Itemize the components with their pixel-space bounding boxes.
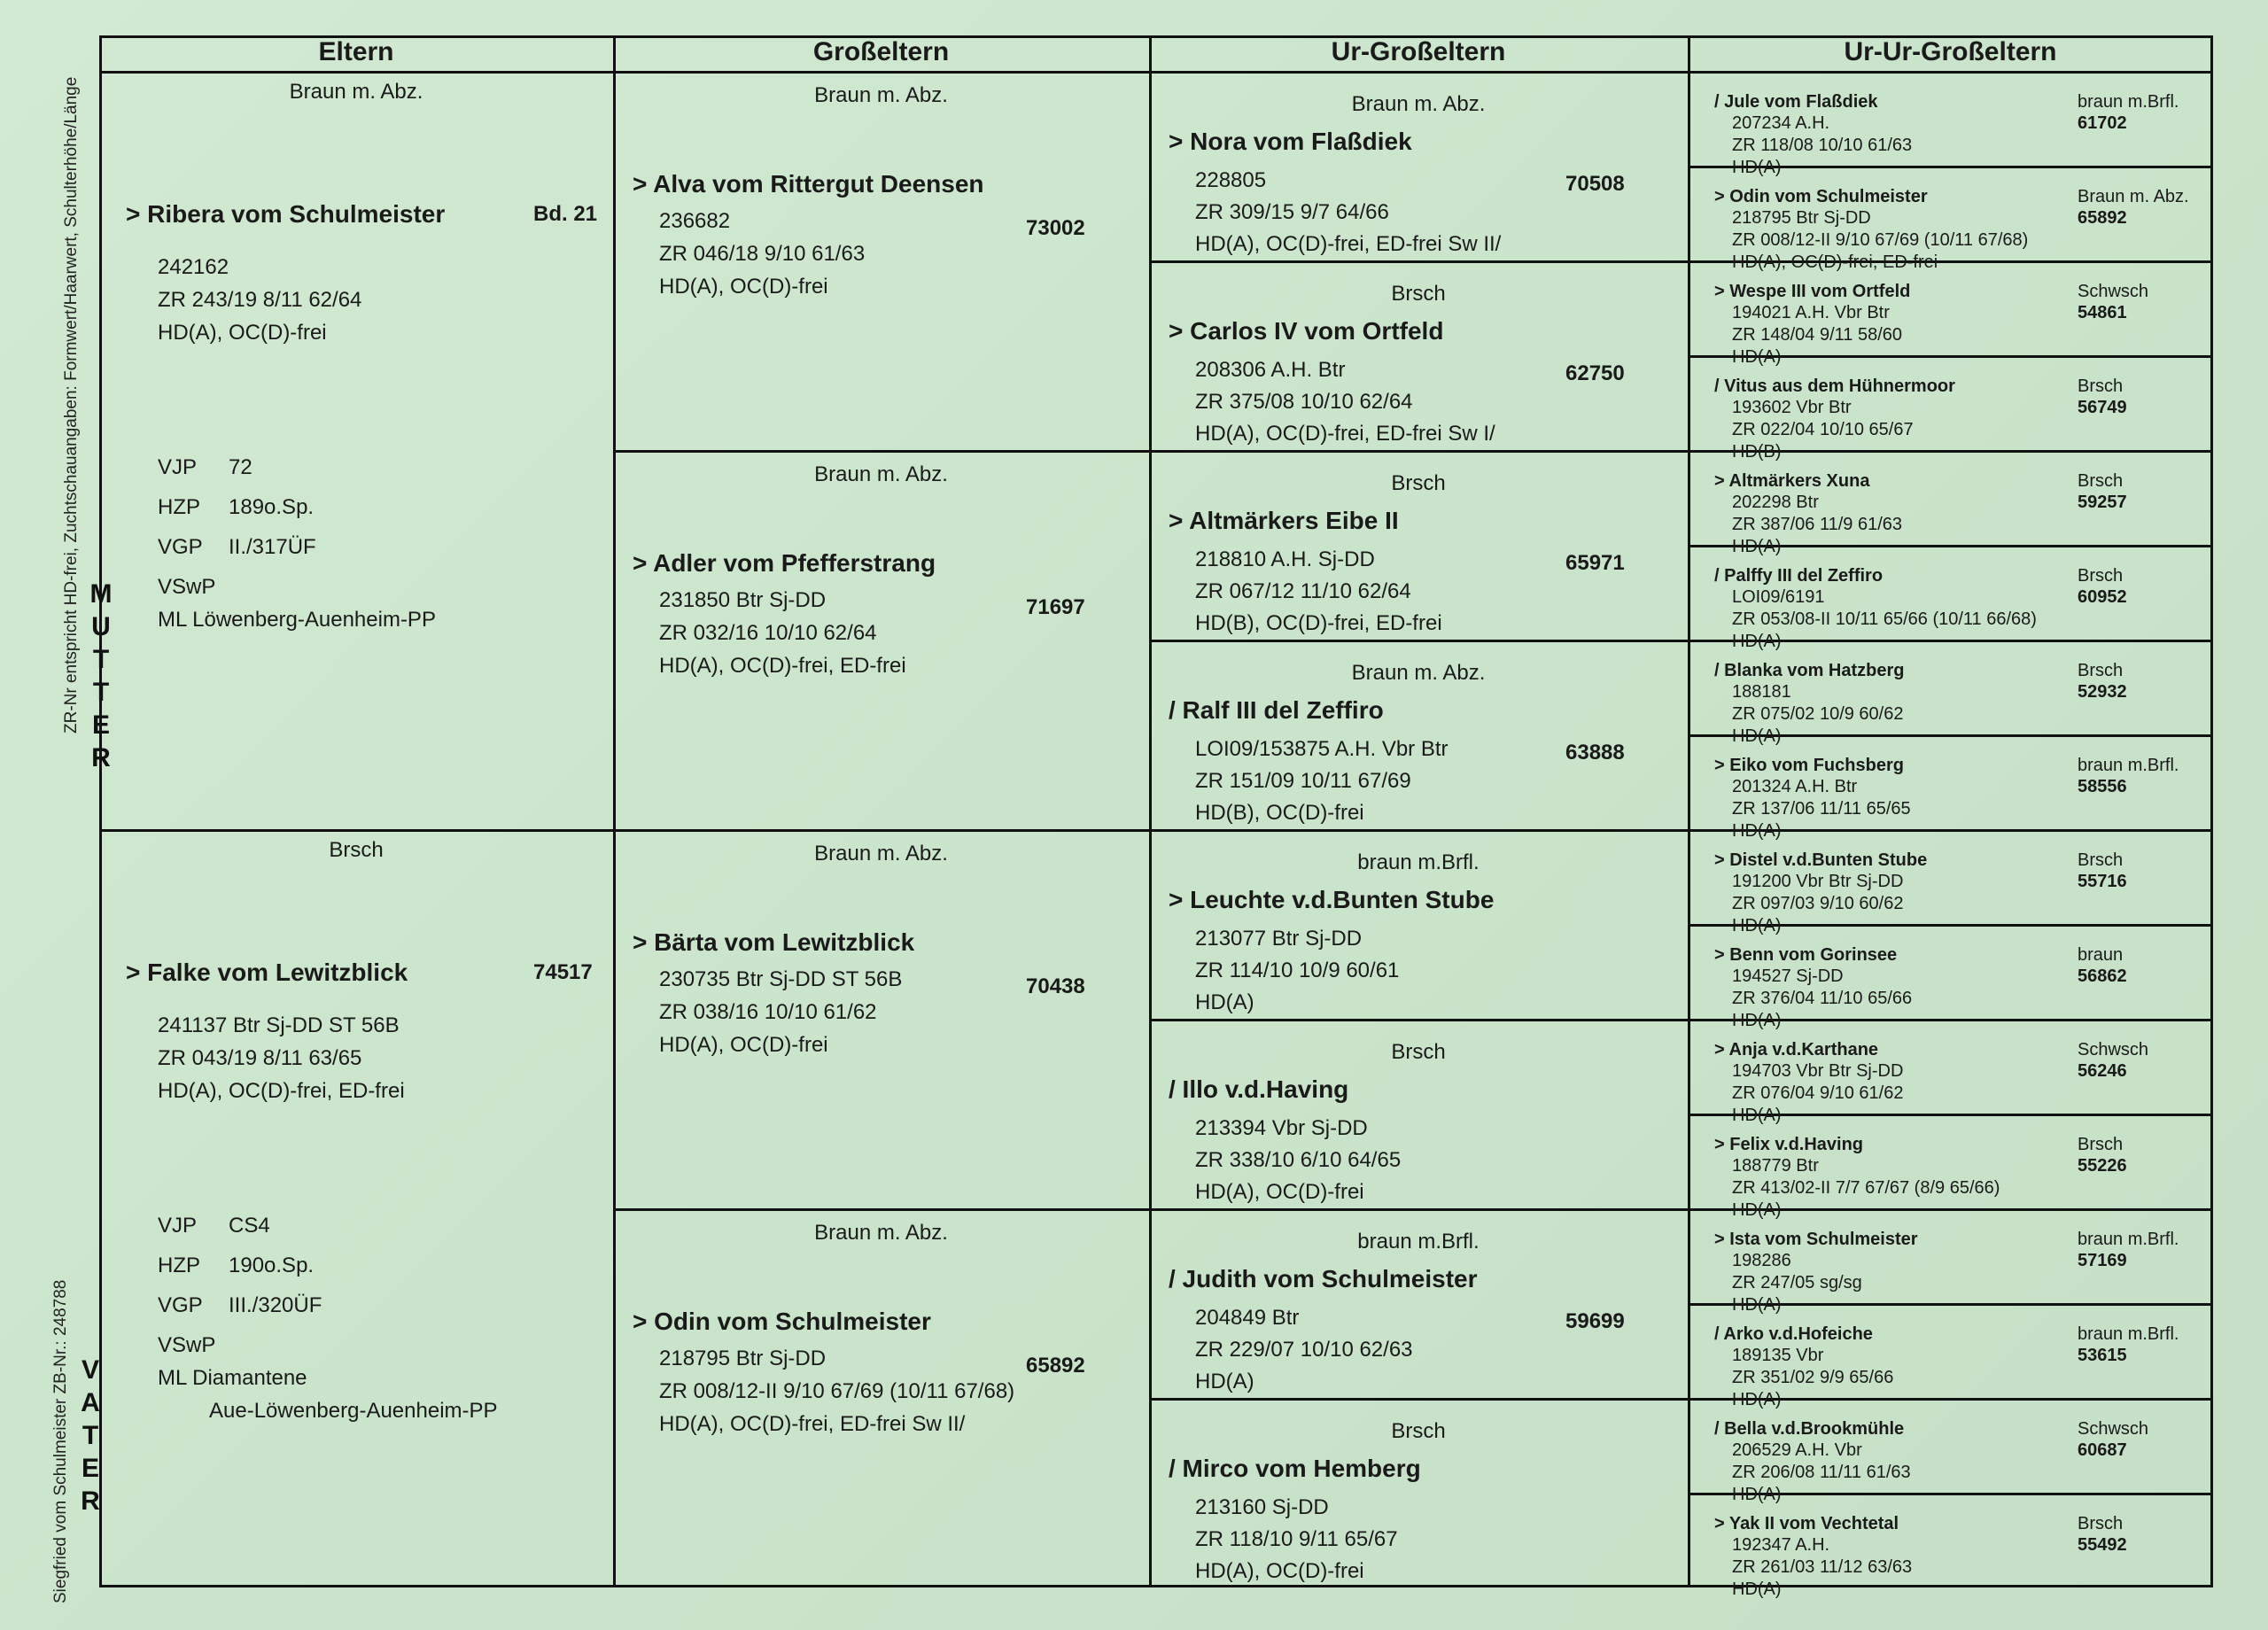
dog-detail: 206529 A.H. Vbr (1732, 1440, 1862, 1460)
dog-number: 60687 (2078, 1440, 2127, 1460)
dog-name: > Ista vom Schulmeister (1714, 1230, 1918, 1249)
dog-number: 58556 (2078, 777, 2127, 796)
dog-number: 54861 (2078, 303, 2127, 322)
coat-color: Schwsch (2078, 282, 2149, 301)
coat-color: braun m.Brfl. (2078, 1230, 2179, 1249)
dog-number: 71697 (1026, 595, 1085, 619)
dog-detail: 198286 (1732, 1251, 1791, 1270)
coat-color: Braun m. Abz. (2078, 187, 2189, 206)
dog-number: 60952 (2078, 587, 2127, 607)
dog-detail: ZR 076/04 9/10 61/62 (1732, 1083, 1904, 1103)
coat-color: Brsch (2078, 850, 2124, 870)
dog-name: > Benn vom Gorinsee (1714, 945, 1898, 965)
dog-detail: 208306 A.H. Btr (1195, 358, 1346, 382)
coat-color: Brsch (2078, 1514, 2124, 1533)
dog-detail: 191200 Vbr Btr Sj-DD (1732, 872, 1904, 891)
dog-detail: ZR 032/16 10/10 62/64 (659, 621, 877, 645)
test-label: VGP (158, 1293, 203, 1317)
dog-detail: HD(A), OC(D)-frei, ED-frei (659, 654, 906, 678)
dog-name: > Distel v.d.Bunten Stube (1714, 850, 1928, 870)
dog-number: 74517 (533, 960, 593, 984)
dog-detail: 213394 Vbr Sj-DD (1195, 1116, 1368, 1140)
dog-number: 62750 (1565, 361, 1625, 385)
dog-detail: HD(A) (1195, 1370, 1254, 1393)
dog-detail: HD(A), OC(D)-frei (659, 275, 828, 299)
dog-detail: HD(A) (1732, 1106, 1782, 1125)
vater-letter: T (82, 1421, 99, 1450)
dog-detail: ZR 338/10 6/10 64/65 (1195, 1148, 1402, 1172)
coat-color: Braun m. Abz. (1351, 661, 1486, 685)
mutter-letter: E (91, 710, 110, 740)
test-value: II./317ÜF (229, 535, 316, 559)
dog-name: > Carlos IV vom Ortfeld (1169, 317, 1444, 345)
coat-color: braun (2078, 945, 2124, 965)
coat-color: Brsch (2078, 471, 2124, 491)
dog-detail: ZR 247/05 sg/sg (1732, 1273, 1862, 1292)
dog-number: 70508 (1565, 172, 1625, 196)
dog-detail: ZR 053/08-II 10/11 65/66 (10/11 66/68) (1732, 609, 2037, 629)
dog-detail: 230735 Btr Sj-DD ST 56B (659, 967, 903, 991)
dog-name: > Falke vom Lewitzblick (126, 959, 408, 986)
dog-detail: HD(B) (1732, 442, 1782, 462)
dog-detail: ZR 075/02 10/9 60/62 (1732, 704, 1904, 724)
dog-detail: 193602 Vbr Btr (1732, 398, 1852, 417)
dog-detail: ZR 046/18 9/10 61/63 (659, 242, 866, 266)
dog-name: > Anja v.d.Karthane (1714, 1040, 1879, 1060)
coat-color: Brsch (2078, 376, 2124, 396)
coat-color: Brsch (2078, 566, 2124, 586)
dog-detail: HD(A) (1732, 1200, 1782, 1220)
dog-detail: 188779 Btr (1732, 1156, 1819, 1176)
mutter-letter: U (91, 612, 111, 641)
dog-number: 70438 (1026, 974, 1085, 998)
zb-note: Siegfried vom Schulmeister ZB-Nr.: 248788 (51, 1279, 70, 1603)
vater-letter: V (81, 1355, 99, 1385)
coat-color: Brsch (329, 838, 384, 862)
ml-line: ML Löwenberg-Auenheim-PP (158, 608, 436, 632)
grid-column-line (613, 35, 616, 1587)
dog-detail: ZR 151/09 10/11 67/69 (1195, 769, 1411, 793)
dog-number: 57169 (2078, 1251, 2127, 1270)
dog-detail: 188181 (1732, 682, 1791, 702)
coat-color: braun m.Brfl. (1357, 850, 1480, 874)
coat-color: braun m.Brfl. (1357, 1230, 1480, 1254)
test-value: 72 (229, 455, 252, 479)
dog-detail: LOI09/153875 A.H. Vbr Btr (1195, 737, 1449, 761)
dog-number: 73002 (1026, 216, 1085, 240)
dog-detail: HD(A), OC(D)-frei, ED-frei (1732, 252, 1938, 272)
dog-detail: ZR 413/02-II 7/7 67/67 (8/9 65/66) (1732, 1178, 2000, 1198)
dog-detail: ZR 206/08 11/11 61/63 (1732, 1463, 1911, 1482)
dog-name: > Altmärkers Eibe II (1169, 507, 1399, 534)
ml-line: ML Diamantene (158, 1366, 307, 1390)
dog-detail: ZR 375/08 10/10 62/64 (1195, 390, 1413, 414)
test-label: VGP (158, 535, 203, 559)
dog-name: > Leuchte v.d.Bunten Stube (1169, 886, 1495, 913)
dog-detail: ZR 148/04 9/11 58/60 (1732, 325, 1902, 345)
dog-detail: HD(A) (1732, 726, 1782, 746)
dog-detail: HD(A) (1732, 1390, 1782, 1409)
dog-number: Bd. 21 (533, 202, 598, 226)
dog-detail: HD(B), OC(D)-frei, ED-frei (1195, 611, 1442, 635)
dog-detail: HD(A) (1732, 1295, 1782, 1315)
header-eltern: Eltern (318, 37, 394, 66)
header-ur-grosseltern: Ur-Großeltern (1331, 37, 1506, 66)
dog-detail: LOI09/6191 (1732, 587, 1825, 607)
dog-detail: 236682 (659, 209, 731, 233)
dog-detail: ZR 387/06 11/9 61/63 (1732, 515, 1902, 534)
dog-number: 59699 (1565, 1309, 1625, 1333)
header-ur-ur-grosseltern: Ur-Ur-Großeltern (1844, 37, 2057, 66)
dog-detail: HD(A), OC(D)-frei, ED-frei Sw II/ (1195, 232, 1502, 256)
test-value: 189o.Sp. (229, 495, 315, 519)
coat-color: Brsch (1391, 1419, 1446, 1443)
dog-detail: ZR 137/06 11/11 65/65 (1732, 799, 1911, 819)
coat-color: Braun m. Abz. (814, 83, 948, 107)
dog-detail: ZR 008/12-II 9/10 67/69 (10/11 67/68) (659, 1379, 1015, 1403)
dog-name: / Vitus aus dem Hühnermoor (1714, 376, 1955, 396)
dog-detail: ZR 097/03 9/10 60/62 (1732, 894, 1904, 913)
test-value: III./320ÜF (229, 1293, 322, 1317)
dog-name: > Yak II vom Vechtetal (1714, 1514, 1899, 1533)
test-label: HZP (158, 1254, 200, 1277)
dog-detail: HD(A) (1732, 821, 1782, 841)
dog-number: 55226 (2078, 1156, 2127, 1176)
dog-name: > Wespe III vom Ortfeld (1714, 282, 1911, 301)
test-label: HZP (158, 495, 200, 519)
dog-number: 52932 (2078, 682, 2127, 702)
dog-detail: HD(A), OC(D)-frei (158, 321, 327, 345)
dog-detail: ZR 038/16 10/10 61/62 (659, 1000, 877, 1024)
dog-detail: ZR 243/19 8/11 62/64 (158, 288, 362, 312)
dog-detail: HD(A) (1732, 1485, 1782, 1504)
header-grosseltern: Großeltern (812, 37, 950, 66)
dog-detail: 202298 Btr (1732, 493, 1819, 512)
dog-name: / Blanka vom Hatzberg (1714, 661, 1905, 680)
dog-detail: HD(A) (1732, 1011, 1782, 1030)
test-label: VSwP (158, 1333, 216, 1357)
dog-detail: ZR 261/03 11/12 63/63 (1732, 1557, 1913, 1577)
dog-detail: ZR 118/08 10/10 61/63 (1732, 136, 1913, 155)
dog-detail: 194527 Sj-DD (1732, 966, 1844, 986)
dog-name: > Odin vom Schulmeister (1714, 187, 1928, 206)
dog-detail: 194021 A.H. Vbr Btr (1732, 303, 1890, 322)
test-label: VSwP (158, 575, 216, 599)
dog-detail: 207234 A.H. (1732, 113, 1830, 133)
test-label: VJP (158, 1214, 198, 1238)
coat-color: Braun m. Abz. (814, 1221, 948, 1245)
dog-detail: 241137 Btr Sj-DD ST 56B (158, 1013, 400, 1037)
coat-color: braun m.Brfl. (2078, 92, 2179, 112)
dog-detail: HD(B), OC(D)-frei (1195, 801, 1364, 825)
dog-name: > Ribera vom Schulmeister (126, 200, 446, 228)
coat-color: Braun m. Abz. (289, 80, 423, 104)
dog-number: 56246 (2078, 1061, 2127, 1081)
dog-name: > Felix v.d.Having (1714, 1135, 1864, 1154)
dog-detail: 204849 Btr (1195, 1306, 1300, 1330)
coat-color: Schwsch (2078, 1040, 2149, 1060)
dog-name: / Judith vom Schulmeister (1169, 1265, 1478, 1292)
dog-number: 63888 (1565, 741, 1625, 765)
dog-detail: ZR 309/15 9/7 64/66 (1195, 200, 1389, 224)
dog-detail: ZR 008/12-II 9/10 67/69 (10/11 67/68) (1732, 230, 2029, 250)
dog-name: > Odin vom Schulmeister (633, 1308, 931, 1335)
coat-color: Brsch (1391, 282, 1446, 306)
dog-number: 65892 (1026, 1354, 1085, 1378)
dog-detail: 213160 Sj-DD (1195, 1495, 1329, 1519)
dog-detail: HD(A) (1732, 537, 1782, 556)
dog-detail: 201324 A.H. Btr (1732, 777, 1858, 796)
dog-detail: ZR 067/12 11/10 62/64 (1195, 579, 1411, 603)
coat-color: Schwsch (2078, 1419, 2149, 1439)
dog-number: 53615 (2078, 1346, 2127, 1365)
dog-detail: HD(A) (1732, 1580, 1782, 1599)
dog-detail: HD(A) (1732, 916, 1782, 935)
mutter-letter: T (92, 645, 110, 674)
dog-name: / Ralf III del Zeffiro (1169, 696, 1384, 724)
mutter-letter: R (91, 743, 111, 772)
test-value: CS4 (229, 1214, 270, 1238)
dog-detail: 228805 (1195, 168, 1267, 192)
dog-detail: ZR 043/19 8/11 63/65 (158, 1046, 362, 1070)
dog-name: / Arko v.d.Hofeiche (1714, 1324, 1873, 1344)
dog-detail: 218810 A.H. Sj-DD (1195, 547, 1375, 571)
dog-number: 65971 (1565, 551, 1625, 575)
dog-name: > Altmärkers Xuna (1714, 471, 1870, 491)
dog-number: 65892 (2078, 208, 2127, 228)
vater-letter: A (81, 1388, 100, 1417)
dog-detail: HD(A) (1195, 990, 1254, 1014)
dog-detail: ZR 114/10 10/9 60/61 (1195, 959, 1400, 982)
coat-color: Braun m. Abz. (814, 842, 948, 865)
dog-detail: ZR 022/04 10/10 65/67 (1732, 420, 1914, 439)
dog-name: > Nora vom Flaßdiek (1169, 128, 1412, 155)
dog-name: / Jule vom Flaßdiek (1714, 92, 1878, 112)
coat-color: Brsch (2078, 1135, 2124, 1154)
dog-detail: ZR 118/10 9/11 65/67 (1195, 1527, 1398, 1551)
dog-number: 59257 (2078, 493, 2127, 512)
grid-row-line (99, 71, 2213, 74)
dog-detail: HD(A), OC(D)-frei, ED-frei Sw I/ (1195, 422, 1495, 446)
coat-color: braun m.Brfl. (2078, 1324, 2179, 1344)
dog-detail: 231850 Btr Sj-DD (659, 588, 827, 612)
dog-name: / Illo v.d.Having (1169, 1075, 1349, 1103)
dog-detail: HD(A), OC(D)-frei (1195, 1180, 1364, 1204)
coat-color: Brsch (1391, 1040, 1446, 1064)
dog-name: / Mirco vom Hemberg (1169, 1455, 1421, 1482)
dog-detail: HD(A), OC(D)-frei (1195, 1559, 1364, 1583)
dog-name: > Eiko vom Fuchsberg (1714, 756, 1904, 775)
mutter-letter: M (89, 579, 113, 609)
coat-color: Brsch (1391, 471, 1446, 495)
dog-detail: 213077 Btr Sj-DD (1195, 927, 1363, 951)
dog-number: 55716 (2078, 872, 2127, 891)
test-value: 190o.Sp. (229, 1254, 315, 1277)
dog-name: > Alva vom Rittergut Deensen (633, 170, 984, 198)
ml-line: Aue-Löwenberg-Auenheim-PP (209, 1399, 498, 1423)
dog-detail: HD(A), OC(D)-frei (659, 1033, 828, 1057)
dog-number: 56749 (2078, 398, 2127, 417)
dog-name: > Bärta vom Lewitzblick (633, 928, 915, 956)
dog-name: / Palffy III del Zeffiro (1714, 566, 1884, 586)
dog-detail: 194703 Vbr Btr Sj-DD (1732, 1061, 1904, 1081)
dog-detail: HD(A), OC(D)-frei, ED-frei (158, 1079, 405, 1103)
dog-detail: HD(A) (1732, 158, 1782, 177)
dog-detail: 242162 (158, 255, 229, 279)
dog-detail: 192347 A.H. (1732, 1535, 1830, 1555)
dog-detail: 218795 Btr Sj-DD (659, 1347, 827, 1370)
dog-detail: 218795 Btr Sj-DD (1732, 208, 1871, 228)
dog-number: 56862 (2078, 966, 2127, 986)
dog-detail: HD(A), OC(D)-frei, ED-frei Sw II/ (659, 1412, 966, 1436)
hd-note: ZR-Nr entspricht HD-frei, Zuchtschauangaben: Formwert/Haarwert, Schulterhöhe/Länge (62, 76, 81, 734)
dog-detail: ZR 376/04 11/10 65/66 (1732, 989, 1913, 1008)
coat-color: Braun m. Abz. (814, 462, 948, 486)
dog-number: 55492 (2078, 1535, 2127, 1555)
dog-detail: 189135 Vbr (1732, 1346, 1824, 1365)
vater-letter: E (81, 1454, 99, 1483)
mutter-letter: T (92, 678, 110, 707)
dog-detail: ZR 229/07 10/10 62/63 (1195, 1338, 1413, 1362)
coat-color: braun m.Brfl. (2078, 756, 2179, 775)
dog-detail: HD(A) (1732, 632, 1782, 651)
dog-number: 61702 (2078, 113, 2127, 133)
grid-column-line (1688, 35, 1690, 1587)
vater-letter: R (81, 1486, 100, 1516)
test-label: VJP (158, 455, 198, 479)
grid-column-line (1149, 35, 1152, 1587)
dog-detail: ZR 351/02 9/9 65/66 (1732, 1368, 1894, 1387)
dog-name: / Bella v.d.Brookmühle (1714, 1419, 1905, 1439)
dog-name: > Adler vom Pfefferstrang (633, 549, 936, 577)
dog-detail: HD(A) (1732, 347, 1782, 367)
coat-color: Brsch (2078, 661, 2124, 680)
coat-color: Braun m. Abz. (1351, 92, 1486, 116)
